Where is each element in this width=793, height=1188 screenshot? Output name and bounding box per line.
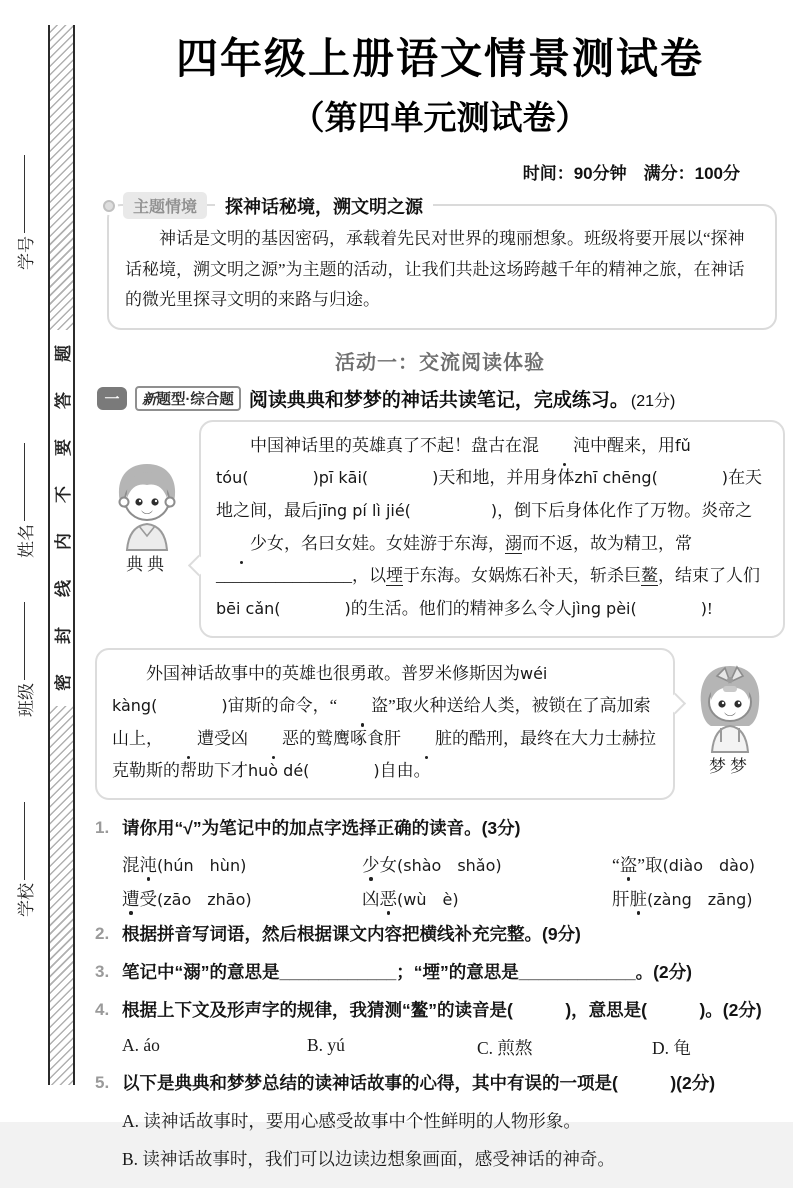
page-title: 四年级上册语文情景测试卷 <box>175 35 704 82</box>
section-number-badge: 一 <box>97 387 127 410</box>
list-item: A. áo <box>122 1034 160 1055</box>
class-field <box>9 577 39 717</box>
list-item: 肝脏(zàng zāng) <box>612 886 779 911</box>
boy-name: 典典 <box>126 554 168 574</box>
question-2-number: 2. <box>95 923 110 943</box>
question-1-number: 1. <box>95 818 110 838</box>
student-id-label: 学号 <box>16 236 36 270</box>
list-item: 题 <box>50 330 73 377</box>
list-item: 内 <box>50 518 73 565</box>
question-3 <box>95 958 779 987</box>
school-label: 学校 <box>16 883 36 917</box>
theme-context-box <box>107 196 777 330</box>
question-1-stem: 请你用“√”为笔记中的加点字选择正确的读音。(3分) <box>122 818 521 839</box>
list-item: 密 <box>50 659 73 706</box>
list-item: 封 <box>50 612 73 659</box>
question-1-items <box>122 852 779 911</box>
class-blank-line <box>24 602 25 680</box>
question-list <box>95 814 785 1179</box>
list-item: 答 <box>50 377 73 424</box>
student-id-field <box>9 130 39 270</box>
question-5-options <box>122 1103 779 1178</box>
list-item: A. 读神话故事时，要用心感受故事中个性鲜明的人物形象。 <box>122 1111 581 1132</box>
list-item: 少女(shào shǎo) <box>362 852 612 877</box>
section-score: (21分) <box>630 392 676 410</box>
question-5-stem: 以下是典典和梦梦总结的读神话故事的心得，其中有误的一项是( )(2分) <box>122 1072 716 1093</box>
school-field <box>9 777 39 917</box>
list-item: 混沌(hún hùn) <box>122 852 362 877</box>
list-item: “盗”取(diào dào) <box>612 852 779 877</box>
class-label: 班级 <box>16 683 36 717</box>
diandian-column <box>95 420 199 638</box>
question-3-stem: 笔记中“溺”的意思是____________；“堙”的意思是____________。(2分) <box>122 961 692 982</box>
name-blank-line <box>24 443 25 521</box>
section-one-header <box>97 385 785 412</box>
list-item: D. 龟 <box>652 1037 691 1058</box>
question-4 <box>95 996 779 1060</box>
question-1 <box>95 814 779 911</box>
theme-paragraph: 神话是文明的基因密码，承载着先民对世界的瑰丽想象。班级将要开展以“探神话秘境，溯文明之源”为主题的活动，让我们共赴这场跨越千年的精神之旅，在神话的微光里探寻文明的来路与归途。 <box>125 229 745 310</box>
note-bubble-row-mengmeng <box>95 648 785 801</box>
paper-content <box>95 0 785 1188</box>
question-2-stem: 根据拼音写词语，然后根据课文内容把横线补充完整。(9分) <box>122 923 581 944</box>
mengmeng-note-bubble <box>95 648 675 801</box>
student-id-blank-line <box>24 155 25 233</box>
time-score-meta: 时间：90分钟 满分：100分 <box>522 164 740 183</box>
page-subtitle: （第四单元测试卷） <box>291 99 589 136</box>
name-label: 姓名 <box>16 524 36 558</box>
ring-dot-icon <box>103 200 115 212</box>
list-item: 遭受(zāo zhāo) <box>122 886 362 911</box>
boy-avatar-icon <box>105 460 189 550</box>
seal-line-band <box>48 25 75 1085</box>
question-5-number: 5. <box>95 1072 110 1092</box>
list-item: B. 读神话故事时，我们可以边读边想象画面，感受神话的神奇。 <box>122 1149 615 1170</box>
theme-badge: 主题情境 <box>123 192 207 219</box>
question-type-badge: 新题型·综合题 <box>135 386 241 411</box>
list-item: 线 <box>50 565 73 612</box>
note-bubble-row-diandian <box>95 420 785 638</box>
question-2 <box>95 920 779 949</box>
seal-hatch-top <box>50 25 73 330</box>
question-4-number: 4. <box>95 999 110 1019</box>
school-blank-line <box>24 802 25 880</box>
name-field <box>9 418 39 558</box>
section-instruction-text: 阅读典典和梦梦的神话共读笔记，完成练习。 <box>248 389 629 411</box>
girl-avatar-icon <box>687 660 773 752</box>
mengmeng-note-text: 外国神话故事中的英雄也很勇敢。普罗米修斯因为wéi kàng( )宙斯的命令，“ 盗”取火种送给人类，被锁在了高加索山上， 遭受凶 恶的鹫鹰啄食肝 脏的酷刑，最终在大力士赫拉克勒斯的帮助下才huò dé( )自由。 <box>112 663 656 781</box>
list-item: 不 <box>50 471 73 518</box>
diandian-note-bubble <box>199 420 785 638</box>
seal-line-text <box>50 330 73 706</box>
question-3-number: 3. <box>95 961 110 981</box>
theme-header <box>103 192 433 219</box>
activity-heading: 活动一：交流阅读体验 <box>335 351 545 374</box>
girl-name: 梦梦 <box>709 756 751 776</box>
question-4-stem: 根据上下文及形声字的规律，我猜测“鳌”的读音是( )，意思是( )。(2分) <box>122 999 762 1020</box>
diandian-note-text: 中国神话里的英雄真了不起！盘古在混 沌中醒来，用fǔ tóu( )pī kāi( )天和地，并用身体zhī chēng( )在天地之间，最后jīng pí lì jié( )，倒下后身体化作了万物。炎帝之少女，名曰女娃。女娃游于东海，溺而不返，故为精卫，常________________，以堙于东海。女娲炼石补天，斩杀巨鳌，结束了人们bēi cǎn( )的生活。他们的精神多么令人jìng pèi( )! <box>216 430 768 626</box>
mengmeng-column <box>675 648 785 801</box>
section-instruction <box>249 385 675 412</box>
seal-hatch-bottom <box>50 706 73 1085</box>
list-item: 凶恶(wù è) <box>362 886 612 911</box>
theme-heading: 探神话秘境，溯文明之源 <box>215 193 433 219</box>
list-item: C. 煎熬 <box>477 1037 533 1058</box>
question-4-options <box>122 1035 779 1060</box>
list-item: 要 <box>50 424 73 471</box>
list-item: B. yú <box>307 1034 345 1055</box>
question-5 <box>95 1069 779 1179</box>
